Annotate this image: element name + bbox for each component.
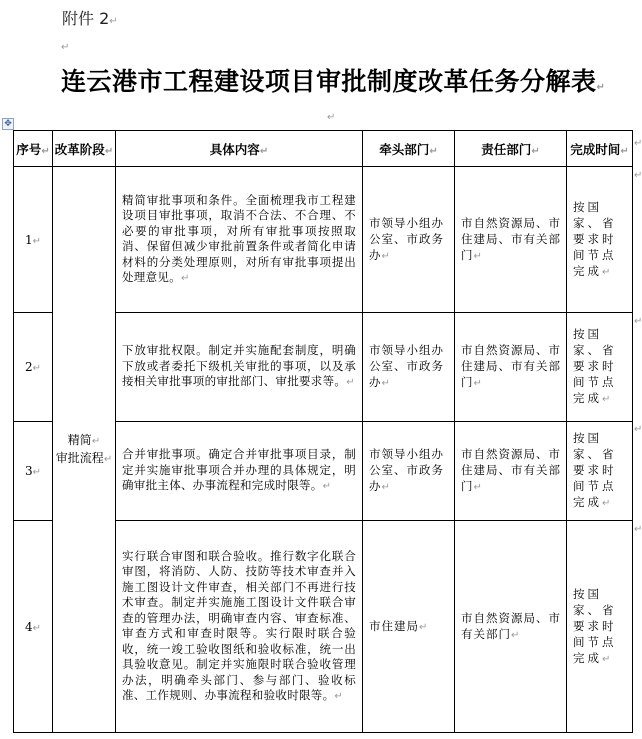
task-table bbox=[13, 130, 633, 733]
header-content: 具体内容↵ bbox=[116, 131, 363, 167]
row-resp-dept: 市自然资源局、市住建局、市有关部门↵ bbox=[455, 422, 567, 521]
row-lead-dept: 市领导小组办公室、市政务办↵ bbox=[363, 422, 455, 521]
paragraph-mark-icon: ↵ bbox=[109, 16, 118, 27]
header-lead-dept: 牵头部门↵ bbox=[363, 131, 455, 167]
row-lead-dept: 市住建局↵ bbox=[363, 521, 455, 733]
row-resp-dept: 市自然资源局、市住建局、市有关部门↵ bbox=[455, 313, 567, 422]
table-header-row bbox=[14, 131, 633, 167]
row-deadline: 按国家、省要求时间节点完成↵ bbox=[567, 422, 633, 521]
row-content: 合并审批事项。确定合并审批事项目录，制定并实施审批事项合并办理的具体规定，明确审批主体、办事流程和完成时限等。↵ bbox=[116, 422, 363, 521]
paragraph-mark-icon: ↵ bbox=[327, 112, 336, 123]
paragraph-mark-icon: ↵ bbox=[61, 42, 70, 53]
table-row bbox=[14, 167, 633, 313]
row-deadline: 按国家、省要求时间节点完成↵ bbox=[567, 167, 633, 313]
table-move-handle-icon[interactable]: ✥ bbox=[2, 118, 14, 130]
row-index: 1↵ bbox=[14, 167, 53, 313]
paragraph-mark-icon: ↵ bbox=[596, 82, 606, 93]
row-end-mark-icon: ↵ bbox=[634, 424, 642, 435]
row-index: 2↵ bbox=[14, 313, 53, 422]
row-end-mark-icon: ↵ bbox=[634, 316, 642, 327]
row-content: 实行联合审图和联合验收。推行数字化联合审图，将消防、人防、技防等技术审查并入施工图设计文件审查，相关部门不再进行技术审查。制定并实施施工图设计文件联合审查的管理办法，明确审查内容、审查标准、审查方式和审查时限等。实行限时联合验收，统一竣工验收图纸和验收标准，统一出具验收意见。制定并实施限时联合验收管理办法，明确牵头部门、参与部门、验收标准、工作规则、办事流程和验收时限等。↵ bbox=[116, 521, 363, 733]
reform-stage-cell: 精简↵ 审批流程↵ bbox=[53, 167, 116, 733]
header-resp-dept: 责任部门↵ bbox=[455, 131, 567, 167]
header-index: 序号↵ bbox=[14, 131, 53, 167]
row-end-mark-icon: ↵ bbox=[634, 138, 642, 149]
row-end-mark-icon: ↵ bbox=[634, 170, 642, 181]
row-index: 4↵ bbox=[14, 521, 53, 733]
row-lead-dept: 市领导小组办公室、市政务办↵ bbox=[363, 313, 455, 422]
row-index: 3↵ bbox=[14, 422, 53, 521]
row-deadline: 按国家、省要求时间节点完成↵ bbox=[567, 521, 633, 733]
row-end-mark-icon: ↵ bbox=[634, 524, 642, 535]
row-content: 精简审批事项和条件。全面梳理我市工程建设项目审批事项，取消不合法、不合理、不必要的审批事项，对所有审批事项按照取消、保留但减少审批前置条件或者简化申请材料的分类处理原则，对所有审批事项提出处理意见。↵ bbox=[116, 167, 363, 313]
row-deadline: 按国家、省要求时间节点完成↵ bbox=[567, 313, 633, 422]
row-resp-dept: 市自然资源局、市有关部门↵ bbox=[455, 521, 567, 733]
attachment-label: 附件 2↵ bbox=[62, 9, 118, 28]
header-deadline: 完成时间↵ bbox=[567, 131, 633, 167]
row-resp-dept: 市自然资源局、市住建局、市有关部门↵ bbox=[455, 167, 567, 313]
header-stage: 改革阶段↵ bbox=[53, 131, 116, 167]
row-content: 下放审批权限。制定并实施配套制度，明确下放或者委托下级机关审批的事项，以及承接相关审批事项的审批部门、审批要求等。↵ bbox=[116, 313, 363, 422]
document-title: 连云港市工程建设项目审批制度改革任务分解表↵ bbox=[61, 67, 606, 96]
row-lead-dept: 市领导小组办公室、市政务办↵ bbox=[363, 167, 455, 313]
